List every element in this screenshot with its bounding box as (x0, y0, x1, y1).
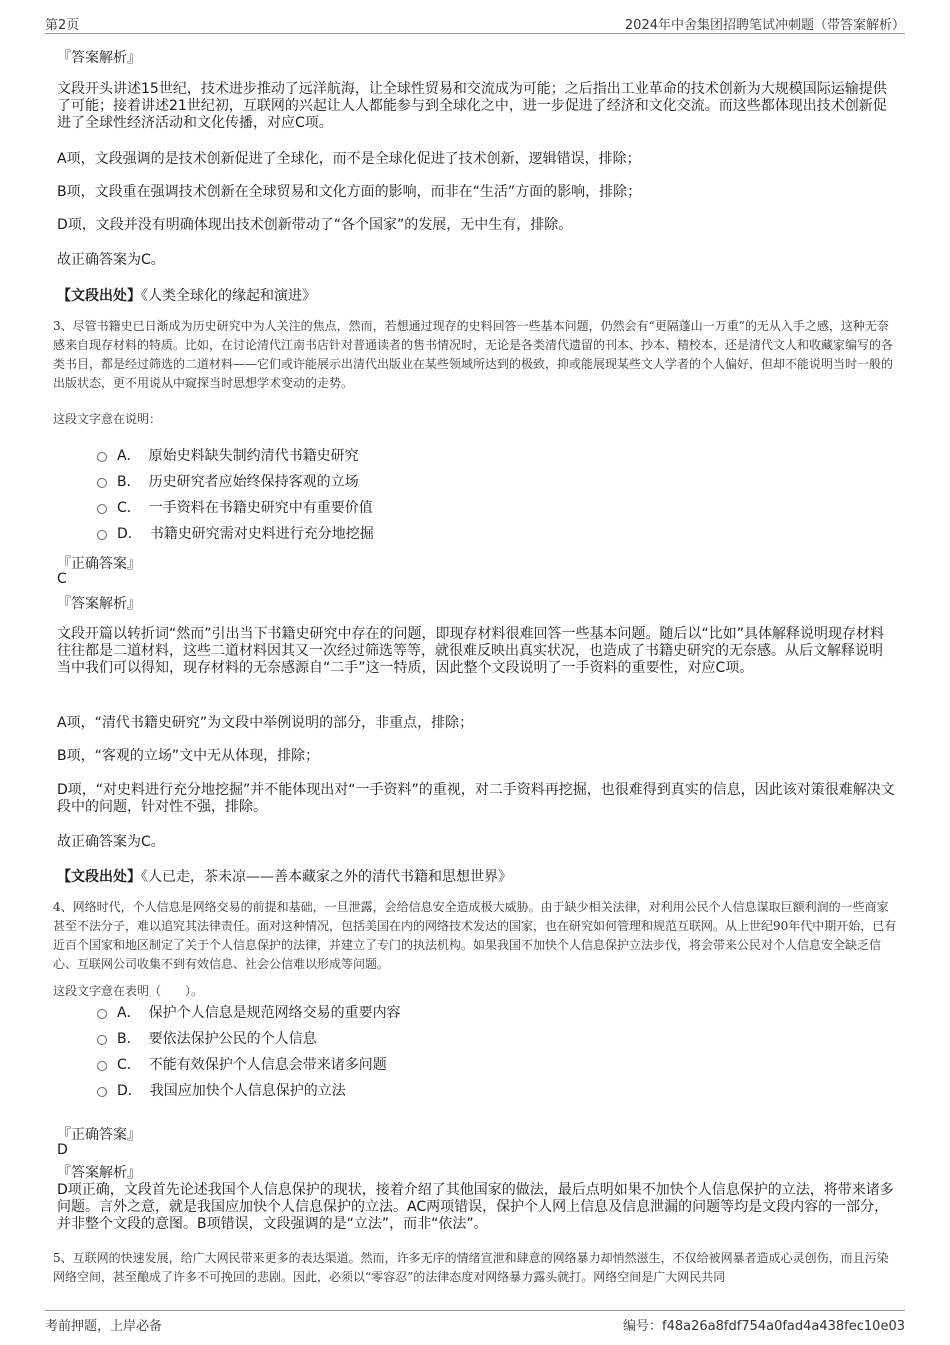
option-a[interactable] (97, 999, 401, 1025)
answer-value: D (57, 1142, 68, 1158)
question-4-ask: 这段文字意在表明（ ）。 (53, 984, 204, 998)
analysis-paragraph: D项正确，文段首先论述我国个人信息保护的现状，接着介绍了其他国家的做法，最后点明如果不加快个人信息保护的立法，将带来诸多问题。言外之意，就是我国应加快个人信息保护的立法。AC两项错误，保护个人网上信息及信息泄漏的问题等均是文段内容的一部分，并非整个文段的意图。B项错误，文段强调的是“立法”，而非“依法”。 (57, 1182, 894, 1232)
option-b[interactable] (97, 1025, 401, 1051)
analysis-option-b: B项，文段重在强调技术创新在全球贸易和文化方面的影响，而非在“生活”方面的影响，排除； (57, 184, 642, 200)
radio-icon[interactable] (97, 530, 107, 540)
option-text: 历史研究者应始终保持客观的立场 (148, 474, 359, 490)
question-4-stem: 4、网络时代，个人信息是网络交易的前提和基础，一旦泄露，会给信息安全造成极大威胁。由于缺少相关法律，对利用公民个人信息谋取巨额利润的一些商家甚至不法分子，难以追究其法律责任。面对这种情况，包括美国在内的网络技术发达的国家，也在研究如何管理和规范互联网。从上世纪90年代中期开始，已有近百个国家和地区制定了关于个人信息保护的法律，并建立了专门的执法机构。如果我国不加快个人信息保护立法步伐，将会带来公民对个人信息安全缺乏信心、互联网公司收集不到有效信息、社会公信难以形成等问题。 (53, 900, 897, 971)
analysis-label: 『答案解析』 (57, 596, 141, 612)
source-label: 【文段出处】 (57, 288, 141, 304)
source-label: 【文段出处】 (57, 869, 141, 885)
option-text: 原始史料缺失制约清代书籍史研究 (148, 448, 359, 464)
option-d[interactable] (97, 520, 374, 546)
option-text: 要依法保护公民的个人信息 (148, 1031, 317, 1047)
page-header (45, 12, 905, 34)
question-4-options (97, 999, 401, 1103)
page-number: 第2页 (45, 18, 80, 33)
source-title: 《人类全球化的缘起和演进》 (141, 288, 316, 304)
radio-icon[interactable] (97, 1009, 107, 1019)
option-letter: A． (117, 448, 141, 464)
analysis-paragraph: 文段开篇以转折词“然而”引出当下书籍史研究中存在的问题，即现存材料很难回答一些基本问题。随后以“比如”具体解释说明现存材料往往都是二道材料，这些二道材料因其又一次经过筛选等等，就很难反映出真实状况，也造成了书籍史研究的无奈感。从后文解释说明当中我们可以得知，现存材料的无奈感源自“二手”这一特质，因此整个文段说明了一手资料的重要性，对应C项。 (57, 626, 885, 676)
question-3-options (97, 442, 374, 546)
analysis-paragraph: 文段开头讲述15世纪，技术进步推动了远洋航海，让全球性贸易和交流成为可能；之后指出工业革命的技术创新为大规模国际运输提供了可能；接着讲述21世纪初，互联网的兴起让人人都能参与到全球化之中，进一步促进了经济和文化交流。而这些都体现出技术创新促进了全球性经济活动和文化传播，对应C项。 (57, 81, 887, 131)
analysis-label: 『答案解析』 (57, 1165, 141, 1181)
analysis-option-d: D项，“对史料进行充分地挖掘”并不能体现出对“一手资料”的重视，对二手资料再挖掘，也很难得到真实的信息，因此该对策很难解决文段中的问题，针对性不强，排除。 (57, 782, 895, 815)
footer-slogan: 考前押题，上岸必备 (45, 1319, 163, 1334)
question-3-stem: 3、尽管书籍史已日渐成为历史研究中为人关注的焦点，然而，若想通过现存的史料回答一些基本问题，仍然会有“更隔蓬山一万重”的无从入手之感，这种无奈感来自现存材料的特质。比如，在讨论清代江南书店针对普通读者的售书情况时，无论是各类清代遗留的刊本、抄本、精校本，还是清代文人和收藏家编写的各类书目，都是经过筛选的二道材料——它们或许能展示出清代出版业在某些领域所达到的极致，抑或能展现某些文人学者的个人偏好，但却不能说明当时一般的出版状态，更不用说从中窥探当时思想学术变动的走势。 (53, 319, 894, 390)
conclusion: 故正确答案为C。 (57, 252, 165, 268)
analysis-option-a: A项，文段强调的是技术创新促进了全球化，而不是全球化促进了技术创新，逻辑错误，排除； (57, 151, 641, 167)
question-5-stem: 5、互联网的快速发展，给广大网民带来更多的表达渠道。然而，许多无序的情绪宣泄和肆意的网络暴力却悄然滋生，不仅给被网暴者造成心灵创伤，而且污染网络空间，甚至酿成了许多不可挽回的悲剧。因此，必须以“零容忍”的法律态度对网络暴力露头就打。网络空间是广大网民共同 (53, 1251, 889, 1284)
option-text: 保护个人信息是规范网络交易的重要内容 (148, 1005, 401, 1021)
analysis-option-d: D项，文段并没有明确体现出技术创新带动了“各个国家”的发展，无中生有，排除。 (57, 217, 573, 233)
conclusion: 故正确答案为C。 (57, 834, 165, 850)
option-letter: B． (117, 1031, 141, 1047)
option-letter: C． (117, 500, 141, 516)
source (57, 285, 316, 305)
option-letter: A． (117, 1005, 141, 1021)
option-a[interactable] (97, 442, 374, 468)
analysis-option-b: B项，“客观的立场”文中无从体现，排除； (57, 748, 320, 764)
radio-icon[interactable] (97, 504, 107, 514)
radio-icon[interactable] (97, 1061, 107, 1071)
radio-icon[interactable] (97, 478, 107, 488)
analysis-label: 『答案解析』 (57, 50, 141, 66)
option-letter: D． (117, 526, 142, 542)
option-letter: D． (117, 1083, 142, 1099)
option-letter: C． (117, 1057, 141, 1073)
footer-code: 编号：f48a26a8fdf754a0fad4a438fec10e03 (623, 1319, 905, 1334)
answer-label: 『正确答案』 (57, 1127, 141, 1143)
option-c[interactable] (97, 1051, 401, 1077)
option-letter: B． (117, 474, 141, 490)
option-text: 一手资料在书籍史研究中有重要价值 (148, 500, 373, 516)
answer-value: C (57, 571, 67, 587)
option-text: 不能有效保护个人信息会带来诸多问题 (148, 1057, 387, 1073)
radio-icon[interactable] (97, 1035, 107, 1045)
option-text: 书籍史研究需对史料进行充分地挖掘 (149, 526, 374, 542)
radio-icon[interactable] (97, 452, 107, 462)
analysis-option-a: A项，“清代书籍史研究”为文段中举例说明的部分，非重点，排除； (57, 715, 474, 731)
document-title: 2024年中舍集团招聘笔试冲刺题（带答案解析） (624, 18, 905, 33)
source (57, 866, 512, 886)
option-d[interactable] (97, 1077, 401, 1103)
radio-icon[interactable] (97, 1087, 107, 1097)
option-text: 我国应加快个人信息保护的立法 (149, 1083, 346, 1099)
question-3-ask: 这段文字意在说明： (53, 412, 162, 426)
page-footer (45, 1310, 905, 1336)
option-c[interactable] (97, 494, 374, 520)
answer-label: 『正确答案』 (57, 556, 141, 572)
option-b[interactable] (97, 468, 374, 494)
source-title: 《人已走，茶未凉——善本藏家之外的清代书籍和思想世界》 (141, 869, 512, 885)
